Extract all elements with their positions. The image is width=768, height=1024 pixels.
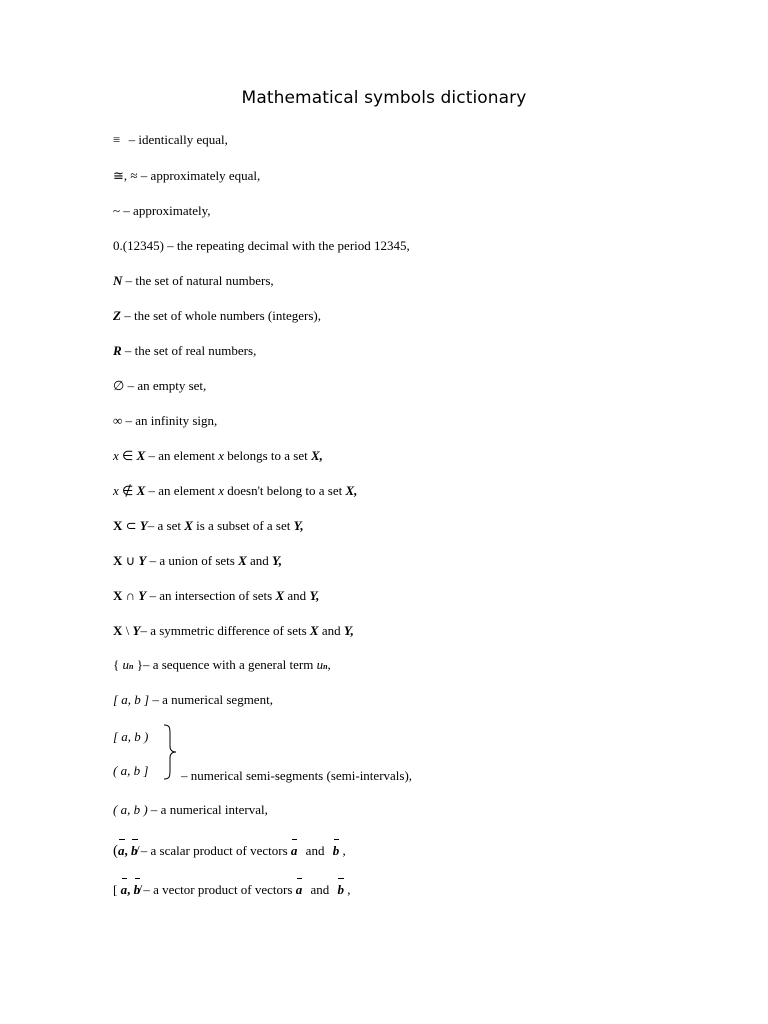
union-symbol: ∪	[125, 553, 136, 568]
interval-symbol: ( a, b )	[113, 802, 148, 817]
almost-equal-symbol: ≈	[130, 168, 138, 183]
semi-segment-right-symbol: ( a, b ]	[113, 763, 149, 778]
entry-semi-segments-text: – numerical semi-segments (semi-intervals),	[181, 768, 413, 783]
entry-approximately-equal: ≅, ≈ – approximately equal,	[113, 168, 261, 183]
entry-approximately: ~ – approximately,	[113, 203, 211, 218]
entry-intersection: X ∩ Y – an intersection of sets X and Y,	[113, 588, 320, 603]
entry-text: identically equal,	[138, 132, 228, 147]
entry-element-of: x ∈ X – an element x belongs to a set X,	[113, 448, 323, 463]
entry-identically-equal: ≡ – identically equal,	[113, 132, 228, 147]
entry-union: X ∪ Y – a union of sets X and Y,	[113, 553, 283, 568]
entry-not-element-of: x ∉ X – an element x doesn't belong to a set X,	[113, 483, 358, 498]
identical-symbol: ≡	[113, 132, 121, 147]
entry-natural-numbers: N – the set of natural numbers,	[113, 273, 274, 288]
entry-text: an empty set,	[137, 378, 207, 393]
real-numbers-symbol: R	[113, 343, 122, 358]
entry-semi-segment-left	[113, 729, 148, 745]
set-difference-symbol: \	[125, 623, 130, 638]
entry-infinity: ∞ – an infinity sign,	[113, 413, 218, 428]
entry-subset: X ⊂ Y– a set X is a subset of a set Y,	[113, 518, 304, 533]
entry-vector-product: [ a, b – a vector product of vectors a and b ,	[113, 882, 351, 897]
right-brace-icon	[160, 724, 180, 780]
integers-symbol: Z	[113, 308, 121, 323]
congruent-symbol: ≅	[113, 168, 124, 183]
entry-text: approximately,	[133, 203, 211, 218]
entry-text: an infinity sign,	[135, 413, 218, 428]
intersection-symbol: ∩	[125, 588, 136, 603]
entry-text: the set of whole numbers (integers),	[133, 308, 321, 323]
entry-sequence: { un }– a sequence with a general term un,	[113, 657, 331, 672]
entry-text: the set of natural numbers,	[135, 273, 274, 288]
entry-empty-set: ∅ – an empty set,	[113, 378, 207, 393]
tilde-symbol: ~	[113, 203, 121, 218]
entry-scalar-product: (a, b – a scalar product of vectors a and b ,	[113, 843, 346, 859]
entry-integers: Z – the set of whole numbers (integers),	[113, 308, 321, 323]
repeating-decimal-symbol: 0.(12345)	[113, 238, 164, 253]
entry-repeating-decimal: 0.(12345) – the repeating decimal with the period 12345,	[113, 238, 410, 253]
segment-symbol: [ a, b ]	[113, 692, 150, 707]
entry-text: the set of real numbers,	[134, 343, 257, 358]
not-element-of-symbol: ∉	[122, 483, 134, 498]
page-title: Mathematical symbols dictionary	[241, 88, 527, 108]
entry-text: approximately equal,	[150, 168, 261, 183]
infinity-symbol: ∞	[113, 413, 123, 428]
subset-symbol: ⊂	[125, 518, 137, 533]
entry-numerical-segment: [ a, b ] – a numerical segment,	[113, 692, 273, 707]
entry-semi-segment-right	[113, 763, 148, 779]
entry-difference: X \ Y– a symmetric difference of sets X and Y,	[113, 623, 354, 638]
entry-text: the repeating decimal with the period 12345,	[176, 238, 410, 253]
entry-numerical-interval: ( a, b ) – a numerical interval,	[113, 802, 268, 817]
element-of-symbol: ∈	[122, 448, 134, 463]
natural-numbers-symbol: N	[113, 273, 123, 288]
empty-set-symbol: ∅	[113, 378, 125, 393]
entry-real-numbers: R – the set of real numbers,	[113, 343, 257, 358]
semi-segment-left-symbol: [ a, b )	[113, 729, 149, 744]
